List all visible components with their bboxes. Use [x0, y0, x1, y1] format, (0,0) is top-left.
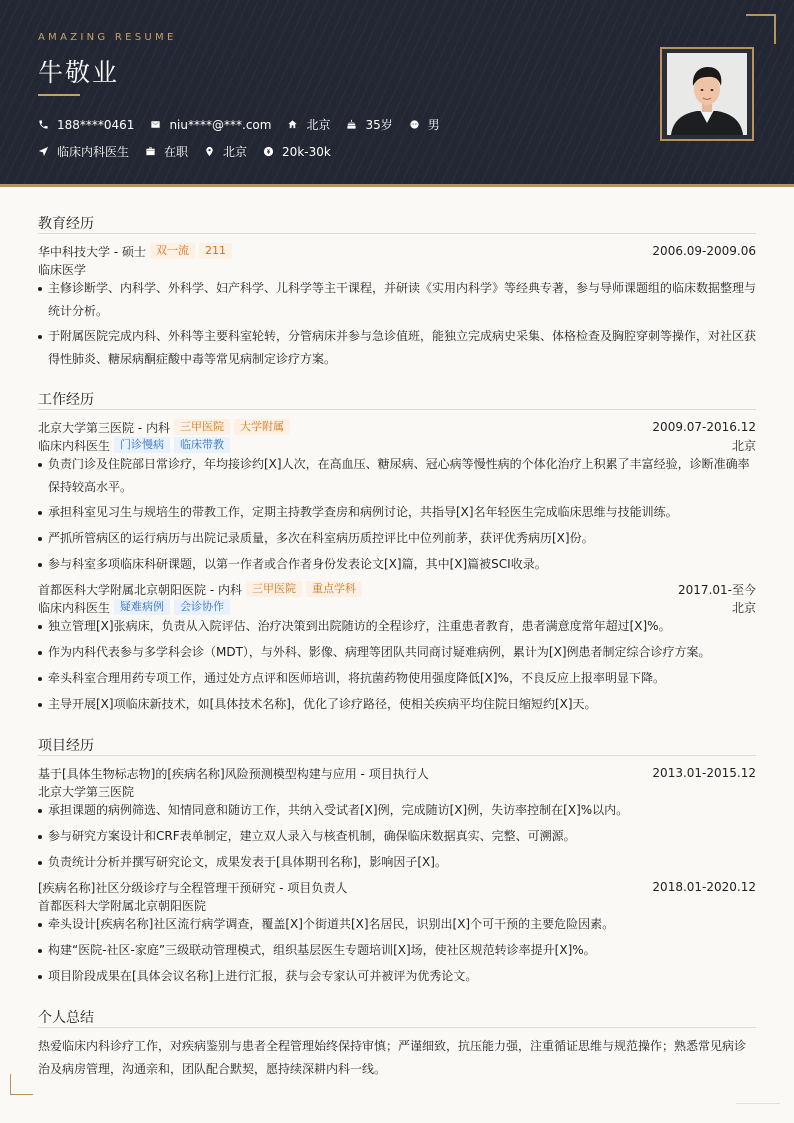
job-intent-row	[38, 143, 347, 160]
candidate-name: 牛敬业	[38, 58, 120, 87]
intent-salary	[263, 145, 331, 159]
employer-name: 北京大学第三医院 - 内科	[38, 420, 170, 435]
position-text: 临床内科医生	[57, 145, 130, 159]
work-role-row	[38, 437, 756, 453]
location-pin-icon	[204, 146, 215, 157]
contact-city	[287, 116, 330, 133]
project-name: [疾病名称]社区分级诊疗与全程管理干预研究 - 项目负责人	[38, 880, 348, 895]
project-entry-header	[38, 765, 756, 781]
project-date: 2013.01-2015.12	[652, 766, 756, 780]
gender-text: 男	[427, 118, 440, 132]
work-section-title: 工作经历	[38, 392, 94, 408]
section-divider	[38, 409, 756, 410]
list-item: 作为内科代表参与多学科会诊（MDT），与外科、影像、病理等团队共同商讨疑难病例，累计为[X]例患者制定综合诊疗方案。	[38, 641, 756, 664]
name-underline	[38, 94, 80, 96]
resume-tagline: AMAZING RESUME	[38, 32, 177, 43]
list-item: 于附属医院完成内科、外科等主要科室轮转，分管病床并参与急诊值班，能独立完成病史采集、体格检查及胸腔穿刺等操作，对社区获得性肺炎、糖尿病酮症酸中毒等常见病制定诊疗方案。	[38, 325, 756, 371]
school-tag: 211	[199, 243, 232, 259]
contact-email	[150, 118, 271, 132]
list-item: 主导开展[X]项临床新技术，如[具体技术名称]，优化了诊疗路径，使相关疾病平均住院日缩短约[X]天。	[38, 693, 756, 716]
cake-icon	[346, 119, 357, 130]
work-date: 2009.07-2016.12	[652, 420, 756, 434]
education-major-row	[38, 261, 756, 277]
role-tag: 门诊慢病	[114, 437, 170, 453]
section-divider	[38, 233, 756, 234]
work-role-row	[38, 599, 756, 615]
briefcase-icon	[145, 146, 156, 157]
intent-status	[145, 143, 188, 160]
school-name: 华中科技大学 - 硕士	[38, 244, 146, 259]
work-entry-header	[38, 581, 756, 597]
corner-ornament	[746, 14, 776, 44]
phone-text: 188****0461	[57, 117, 135, 132]
contact-age	[346, 116, 392, 133]
status-text: 在职	[164, 145, 189, 159]
work-location: 北京	[731, 600, 756, 615]
project-org: 首都医科大学附属北京朝阳医院	[38, 898, 207, 913]
contact-phone	[38, 118, 134, 132]
job-role: 临床内科医生	[38, 438, 111, 453]
list-item: 牵头科室合理用药专项工作，通过处方点评和医师培训，将抗菌药物使用强度降低[X]%，不良反应上报率明显下降。	[38, 667, 756, 690]
send-icon	[38, 146, 49, 157]
work-entry-header	[38, 419, 756, 435]
list-item: 独立管理[X]张病床，负责从入院评估、治疗决策到出院随访的全程诊疗，注重患者教育，患者满意度常年超过[X]%。	[38, 615, 756, 638]
list-item: 牵头设计[疾病名称]社区流行病学调查，覆盖[X]个街道共[X]名居民，识别出[X]个可干预的主要危险因素。	[38, 913, 756, 936]
corner-ornament	[10, 1074, 33, 1095]
employer-tag: 三甲医院	[174, 419, 230, 435]
role-tag: 临床带教	[174, 437, 230, 453]
home-icon	[287, 119, 298, 130]
gender-icon	[409, 119, 420, 130]
employer-tag: 三甲医院	[246, 581, 302, 597]
projects-section-title: 项目经历	[38, 738, 94, 754]
job-role: 临床内科医生	[38, 600, 111, 615]
employer-tag: 大学附属	[234, 419, 290, 435]
role-tag: 会诊协作	[174, 599, 230, 615]
list-item: 参与科室多项临床科研课题，以第一作者或合作者身份发表论文[X]篇，其中[X]篇被SCI收录。	[38, 553, 756, 576]
list-item: 项目阶段成果在[具体会议名称]上进行汇报，获与会专家认可并被评为优秀论文。	[38, 965, 756, 988]
list-item: 参与研究方案设计和CRF表单制定，建立双人录入与核查机制，确保临床数据真实、完整、可溯源。	[38, 825, 756, 848]
mail-icon	[150, 119, 161, 130]
employer-name: 首都医科大学附属北京朝阳医院 - 内科	[38, 582, 242, 597]
role-tag: 疑难病例	[114, 599, 170, 615]
employer-tag: 重点学科	[306, 581, 362, 597]
resume-header	[0, 0, 794, 187]
project-date: 2018.01-2020.12	[652, 880, 756, 894]
education-date: 2006.09-2009.06	[652, 244, 756, 258]
work-date: 2017.01-至今	[678, 582, 756, 597]
intent-position	[38, 143, 129, 160]
education-entry-header	[38, 243, 756, 259]
list-item: 负责门诊及住院部日常诊疗，年均接诊约[X]人次，在高血压、糖尿病、冠心病等慢性病的个体化治疗上积累了丰富经验，诊断准确率保持较高水平。	[38, 453, 756, 499]
section-divider	[38, 755, 756, 756]
section-divider	[38, 1027, 756, 1028]
salary-icon	[263, 146, 274, 157]
intent-city-text: 北京	[223, 145, 248, 159]
major: 临床医学	[38, 262, 87, 277]
corner-ornament	[736, 1103, 780, 1104]
project-entry-header	[38, 879, 756, 895]
intent-location	[204, 143, 247, 160]
project-org-row	[38, 783, 756, 799]
phone-icon	[38, 119, 49, 130]
profile-photo	[660, 47, 754, 141]
contact-row	[38, 116, 456, 133]
avatar	[667, 53, 747, 135]
contact-gender	[409, 116, 440, 133]
school-tag: 双一流	[150, 243, 195, 259]
list-item: 承担课题的病例筛选、知情同意和随访工作，共纳入受试者[X]例，完成随访[X]例，失访率控制在[X]%以内。	[38, 799, 756, 822]
city-text: 北京	[306, 118, 331, 132]
list-item: 严抓所管病区的运行病历与出院记录质量，多次在科室病历质控评比中位列前茅，获评优秀病历[X]份。	[38, 527, 756, 550]
education-section-title: 教育经历	[38, 216, 94, 232]
list-item: 构建“医院-社区-家庭”三级联动管理模式，组织基层医生专题培训[X]场，使社区规范转诊率提升[X]%。	[38, 939, 756, 962]
list-item: 主修诊断学、内科学、外科学、妇产科学、儿科学等主干课程，并研读《实用内科学》等经典专著，参与导师课题组的临床数据整理与统计分析。	[38, 277, 756, 323]
email-text: niu****@***.com	[169, 117, 272, 132]
project-name: 基于[具体生物标志物]的[疾病名称]风险预测模型构建与应用 - 项目执行人	[38, 766, 429, 781]
age-text: 35岁	[365, 118, 393, 132]
project-org-row	[38, 897, 756, 913]
salary-text: 20k-30k	[282, 144, 331, 159]
list-item: 负责统计分析并撰写研究论文，成果发表于[具体期刊名称]，影响因子[X]。	[38, 851, 756, 874]
project-org: 北京大学第三医院	[38, 784, 135, 799]
list-item: 承担科室见习生与规培生的带教工作，定期主持教学查房和病例讨论，共指导[X]名年轻医生完成临床思维与技能训练。	[38, 501, 756, 524]
summary-text: 热爱临床内科诊疗工作，对疾病鉴别与患者全程管理始终保持审慎；严谨细致，抗压能力强，注重循证思维与规范操作；熟悉常见病诊治及病房管理，沟通亲和，团队配合默契，愿持续深耕内科一线。	[38, 1039, 747, 1076]
work-location: 北京	[731, 438, 756, 453]
summary-section-title: 个人总结	[38, 1010, 94, 1026]
